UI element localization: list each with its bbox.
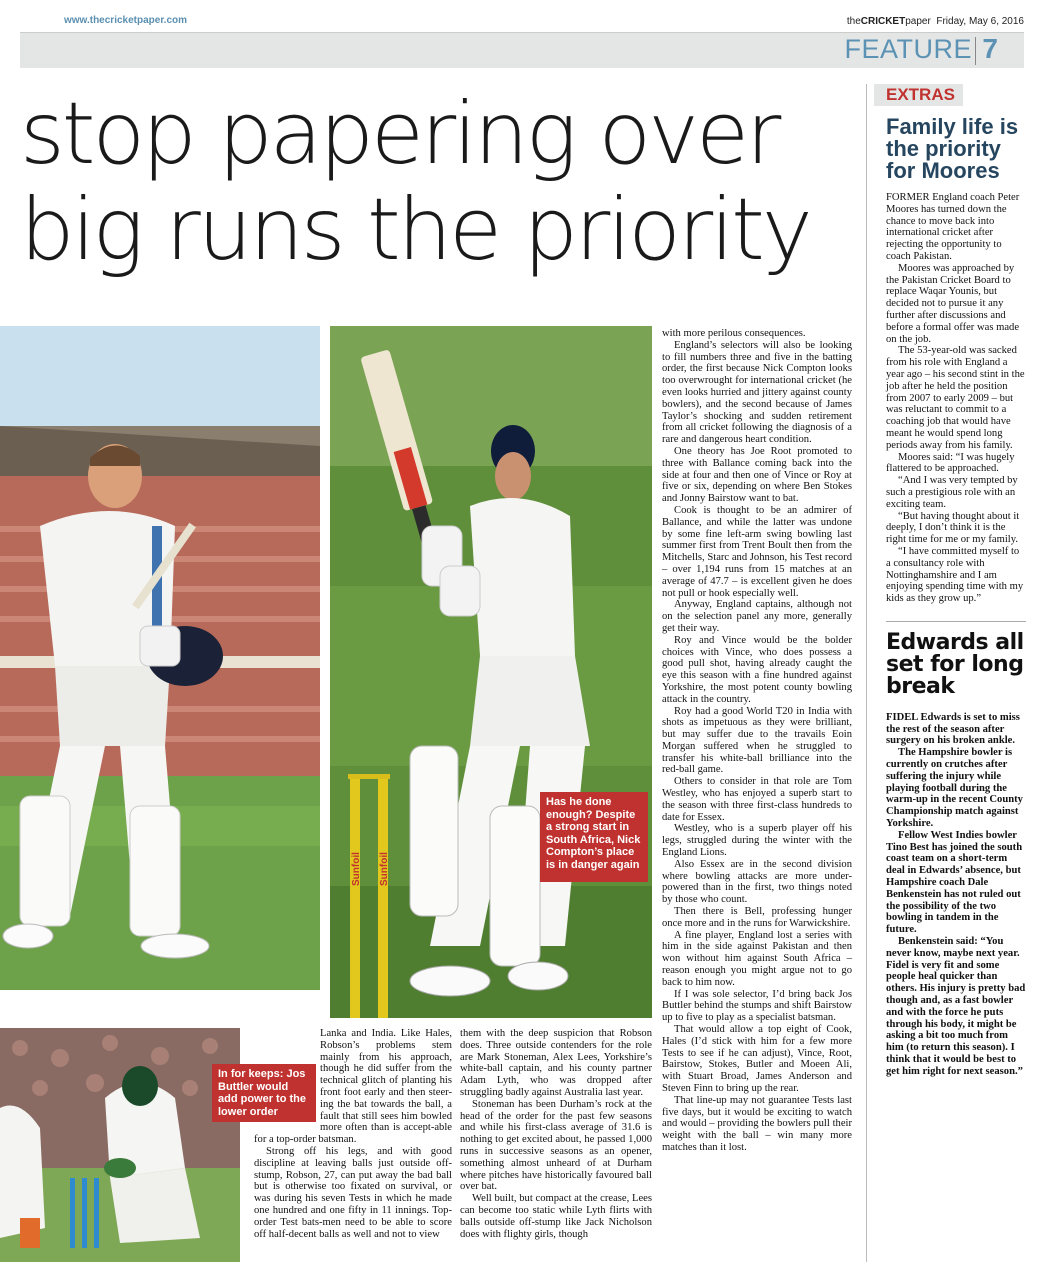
section-divider [975,37,976,65]
paragraph: them with the deep suspicion that Robson does. Three outside contenders for the role are Mark Stoneman, Alex Lees, Yorkshire’s white-ball captain, and his county partner Adam Lyth, who was dropped after struggling badly against Australia last year. [460,1028,652,1098]
brand-cricket: CRICKET [860,16,906,27]
paragraph: That line-up may not guarantee Tests last five days, but it would be exciting to watch and would – providing the bowlers pull their weight with the ball – win many more matches than it lost. [662,1094,852,1153]
sidebar-headline-edwards: Edwards all set for long break [886,629,1024,699]
sidebar-story-moores [886,192,1026,605]
page-header [20,14,1024,32]
paragraph: Others to consider in that role are Tom Westley, who has enjoyed a superb start to the season with three first-class hundreds to date for Essex. [662,776,852,823]
paragraph: That would allow a top eight of Cook, Hales (I’d stick with him for a few more Tests to see if he can adjust), Vince, Root, Bairstow, Stokes, Butler and Moeen Ali, with Stuart Broad, James Anderson and Steven Finn to bring up the rear. [662,1024,852,1094]
paragraph: Moores said: “I was hugely flattered to be approached. [886,451,1015,475]
photo-compton [330,326,652,1018]
section-band [20,32,1024,68]
paragraph: FORMER England coach Peter Moores has turned down the chance to move back into international cricket after rejecting the opportunity to coach Pakistan. [886,192,1020,262]
paragraph: England’s selectors will also be looking to fill numbers three and five in the batting order, the first because Nick Compton looks too overwrought for international cricket (he even looks hurried and jittery against county bowlers), and the second because of James Taylor’s shocking and sudden retirement from all cricket following the diagnosis of a rare and dangerous heart condition. [662,339,852,446]
headline-line-2: big runs the priority [20,180,810,280]
article-column-right [662,328,852,1154]
paragraph: Anyway, England captains, although not on the selection panel any more, generally get their way. [662,599,852,634]
paragraph: Well built, but compact at the crease, Lees can become too static while Lyth flirts with balls outside off-stump like Jack Nicholson does with flighty girls, though [460,1193,652,1240]
compton-illustration [330,326,652,1018]
stump-logo-left: Sunfoil [351,852,362,886]
sidebar-divider [866,84,867,1262]
photo-hales [0,326,320,990]
headline [20,86,860,278]
sidebar-story-edwards [886,712,1026,1078]
paragraph: “But having thought about it deeply, I don’t think it is the right time for me or my family. [886,510,1020,546]
sidebar-headline-moores: Family life is the priority for Moores [886,114,1019,183]
paragraph: FIDEL Edwards is set to miss the rest of the season after surgery on his broken ankle. [886,711,1020,747]
paragraph: Stoneman has been Durham’s rock at the head of the order for the past few seasons and while his first-class average of 31.6 is nothing to get excited about, he passed 1,000 runs in successive seasons as an opener, something almost unheard of at Durham where pitches have historically favoured ball over bat. [460,1098,652,1193]
paragraph: Then there is Bell, professing hunger once more and in the runs for Warwickshire. [662,906,852,929]
page-number: 7 [982,33,998,64]
paragraph: Strong off his legs, and with good discipline at leaving balls just outside off-stump, Robson, 27, can put away the bad ball but is otherwise too fixated on survival, or was during his seven Tests in which he made one hundred and one fifty in 11 innings. Top-order Test bats-men need to be able to score off half-decent balls as well and not to view [254,1145,452,1240]
paragraph: Cook is thought to be an admirer of Ballance, and while the latter was undone by some fine left-arm swing bowling last summer first from Trent Boult then from the Mitchells, Starc and Johnson, his Test record – over 1,194 runs from 15 matches at an average of 47.7 – is excellent given he does not pull or hook especially well. [662,504,852,599]
paragraph: “I have committed myself to a consultancy role with Nottinghamshire and I am enjoying spending time with my kids as they grow up.” [886,545,1024,605]
brand-the: the [846,16,861,27]
paragraph: Benkenstein said: “You never know, maybe next year. Fidel is very fit and some people heal quicker than others. His injury is pretty bad though and, as a fast bowler and with the force he puts through his body, it might be asking a bit too much from him (to return this season). I think that it would be best to get him right for next season.” [886,936,1026,1077]
caption-wrap-space [254,1028,320,1128]
paragraph: with more perilous consequences. [662,328,806,339]
paragraph: “And I was very tempted by such a prestigious role with an exciting team. [886,475,1018,510]
paragraph: Roy had a good World T20 in India with shots as impetuous as they were brilliant, but may suffer due to the travails Eoin Morgan suffered when he struggled to transfer his white-ball brilliance into the red-ball game. [662,705,852,776]
hales-illustration [0,326,320,990]
paragraph: Westley, who is a superb player off his legs, struggled during the winter with the England Lions. [662,823,852,859]
issue-date: Friday, May 6, 2016 [936,16,1024,27]
paragraph: Roy and Vince would be the bolder choices with Vince, who does possess a good pull shot, having already caught the eye this season with a fine hundred against Yorkshire, the most potent county bowling attack in the country. [662,634,852,705]
paragraph: The 53-year-old was sacked from his role with England a year ago – his second stint in the job after he held the position from 2007 to early 2009 – but was reluctant to commit to a coaching job that would have meant he would spend long periods away from his family. [886,345,1025,451]
paragraph: Also Essex are in the second division where bowling attacks are more under-powered than in the first, two things noted by those who count. [662,858,852,906]
paragraph: One theory has Joe Root promoted to three with Ballance coming back into the side at four and then one of Vince or Roy at five or six, depending on where Ben Stokes and Jonny Bairstow want to bat. [662,445,852,505]
paragraph: If I was sole selector, I’d bring back Jos Buttler behind the stumps and shift Bairstow up to five to play as a specialist batsman. [662,988,852,1024]
extras-sidebar [874,84,1026,1078]
publication-info [847,16,1024,27]
paragraph: Moores was approached by the Pakistan Cricket Board to replace Waqar Younis, but decided not to pursue it any further after discussions and before a formal offer was made on the job. [886,262,1020,345]
caption-buttler: In for keeps: Jos Buttler would add power to the lower order [212,1064,316,1122]
paragraph: A fine player, England lost a series with him in the side against Pakistan and then won without him against South Africa – reason enough you might argue not to go back to him now. [662,929,852,988]
headline-line-1: stop papering over [20,84,779,184]
sidebar-separator [886,621,1026,622]
paragraph: Lanka and India. Like Hales, Robson’s problems stem mainly from his approach, though he did suffer from the technical glitch of planting his front foot early and then steer-ing the bat towards the ball, a fault that still sees him bowled more often than is accept-able for a top-order batsman. [254,1028,452,1146]
photo-buttler [0,1028,240,1262]
article-column-lower-middle [460,1028,652,1240]
section-label: FEATURE [844,34,972,64]
caption-compton: Has he done enough? Despite a strong start in South Africa, Nick Compton’s place is in danger again [540,792,648,882]
stump-logo-right: Sunfoil [379,852,390,886]
brand-paper: paper [905,16,931,27]
article-column-lower-left [254,1028,452,1240]
buttler-illustration [0,1028,240,1262]
paragraph: The Hampshire bowler is currently on crutches after suffering the injury while playing football during the warm-up in the recent County Championship match against Yorkshire. [886,747,1023,830]
site-url[interactable]: www.thecricketpaper.com [64,15,188,26]
paragraph: Fellow West Indies bowler Tino Best has joined the south coast team on a short-term deal in Edwards’ absence, but Hampshire coach Dale Benkenstein has not ruled out the possibility of the two bowling in tandem in the future. [886,829,1023,936]
extras-tag: EXTRAS [874,84,963,106]
